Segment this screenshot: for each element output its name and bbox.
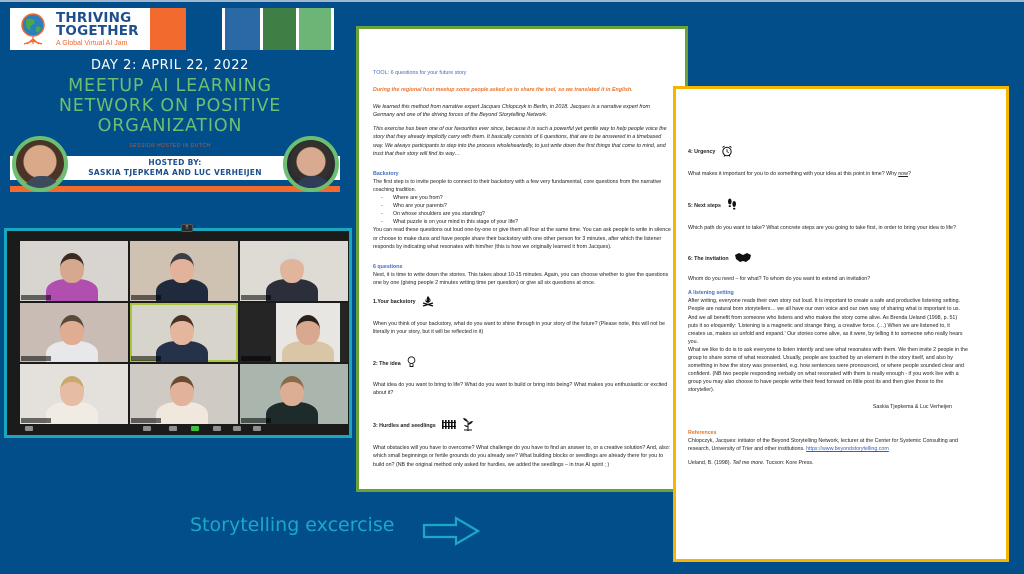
participant-tile[interactable]	[20, 364, 128, 424]
participant-tile[interactable]	[240, 303, 348, 363]
participant-tile[interactable]	[20, 303, 128, 363]
question-2-text: What idea do you want to bring to life? What do you want to build or bring into being? What makes you enthusiastic or excited about it?	[373, 382, 668, 397]
meetup-title-line: MEETUP AI LEARNING	[68, 76, 272, 96]
six-questions-heading: 6 questions	[373, 263, 403, 270]
participant-name-tag	[241, 356, 271, 361]
event-banner	[0, 0, 340, 200]
camera-icon[interactable]	[25, 426, 33, 431]
color-stripes	[222, 8, 338, 50]
list-item: - On whose shoulders are you standing?	[385, 210, 671, 218]
reactions-icon[interactable]	[233, 426, 241, 431]
participants-icon[interactable]	[143, 426, 151, 431]
reference-2: Ueland, B. (1998). Tell me more. Tucson: Kore Press.	[688, 459, 814, 466]
participant-tile[interactable]	[130, 241, 238, 301]
participant-tile[interactable]	[20, 241, 128, 301]
list-item: - What puzzle is on your mind in this stage of your life?	[385, 218, 671, 226]
question-6-text: Whom do you need – for what? To whom do you want to extend an invitation?	[688, 276, 871, 283]
stripe-light-green	[296, 8, 334, 50]
share-screen-icon[interactable]	[191, 426, 199, 431]
participant-face	[60, 315, 84, 345]
seedling-icon	[462, 417, 474, 434]
hosted-by-label: HOSTED BY:	[148, 158, 202, 167]
logo-orange-block	[150, 8, 186, 50]
participant-name-tag	[21, 356, 51, 361]
participant-face	[170, 376, 194, 406]
question-2-heading	[373, 356, 671, 371]
event-day: DAY 2: APRIL 22, 2022	[91, 58, 249, 73]
question-5-heading	[688, 198, 968, 214]
participant-name-tag	[241, 295, 271, 300]
document-page-1	[356, 26, 688, 492]
meetup-title	[0, 76, 340, 136]
reference-1: Chlopczyk, Jacques: initiator of the Beyond Storytelling Network, lecturer at the Center for Systemic Consulting and research, University of Trier and other institutions. https://www.beyondstorytelling.com	[688, 437, 958, 452]
backstory-intro: The first step is to invite people to connect to their backstory with a few very fundamental, core questions from the narrative coaching tradition.	[373, 178, 662, 193]
host-avatar-saskia	[12, 136, 68, 192]
list-item: - Where are you from?	[385, 194, 671, 202]
listening-paragraph-2: What we like to do is to ask everyone to listen intently and see what resonates with them. We then invite 2 people in the group to share some of what resonated. Usually, people are touched by an element in the story itself, and also by something in how the story was presented, e.g. how sentences were pronounced, or where people sounded clear and confident. (NB two people responding verbally on what resonated with them is really enough - if you work live with a group you may also choose to have people write their feed forward on little post its and then give those to the storyteller).	[688, 346, 968, 394]
backstory-heading: Backstory	[373, 170, 399, 177]
host-names: SASKIA TJEPKEMA AND LUC VERHEIJEN	[88, 168, 262, 177]
question-title: 3: Hurdles and seedlings	[373, 422, 436, 429]
session-language-note: SESSION HOSTED IN DUTCH	[129, 143, 211, 149]
backstory-outro: You can read these questions out loud one-by-one or give them all four at the same time. You can ask people to write in silence or choose to make duos and have people share their backstory with one other person for 3 minutes, after which the listener responds by indicating what resonates with him/her (this is how we originally learned it from Jacques).	[373, 227, 671, 250]
question-1-heading	[373, 295, 671, 310]
question-4-text: What makes it important for you to do something with your idea at this point in time? Why now?	[688, 171, 911, 177]
call-toolbar	[7, 423, 349, 435]
thriving-together-logo	[10, 8, 150, 50]
logo-title-line2: TOGETHER	[56, 22, 139, 39]
participant-face	[280, 376, 304, 406]
record-icon[interactable]	[213, 426, 221, 431]
participant-name-tag	[21, 295, 51, 300]
participant-grid	[20, 241, 348, 424]
question-3-heading	[373, 417, 671, 434]
participant-face	[170, 315, 194, 345]
references-heading: References	[688, 429, 717, 436]
question-6-heading	[688, 252, 968, 265]
question-title: 1.Your backstory	[373, 299, 416, 306]
participant-face	[280, 253, 304, 283]
participant-tile[interactable]	[130, 364, 238, 424]
author-signoff: Saskia Tjepkema & Luc Verheijen	[872, 403, 952, 410]
question-title: 2: The idea	[373, 360, 401, 367]
storytelling-caption: Storytelling excercise	[190, 514, 395, 536]
participant-tile[interactable]	[240, 241, 348, 301]
fence-icon	[442, 419, 456, 432]
participant-name-tag	[131, 356, 161, 361]
chat-icon[interactable]	[169, 426, 177, 431]
question-title: 6: The invitation	[688, 255, 729, 262]
intro-note: During the regional host meetup some people asked us to share the tool, so we translated it in English.	[373, 87, 633, 94]
globe-tree-icon	[16, 12, 50, 46]
listening-paragraph-1: After writing, everyone reads their own story out loud. It is important to create a safe and productive listening setting. People are natural born storytellers… we all have our own voice and our own way of sharing what is important to us. And we all benefit from someone who listens and who makes the story come alive. As Brenda Ueland (1998, p. 51) puts it so eloquently: 'Listening is a magnetic and strange thing, a creative force. (…) When we are listened to, it creates us, makes us unfold and expand.' Our stories come alive, as it were, by telling it to someone who really hears you.	[688, 298, 963, 345]
question-3-text: What obstacles will you have to overcome? What challenge do you have to find an answer to, or a creative solution? And, also: which small beginnings or fertile grounds do you already see? What building blocks or seedlings are already there for you to build on? (NB the original method only asked for hurdles, we added the seedlings – in true AI spirit ; )	[373, 445, 671, 468]
orange-divider	[10, 186, 340, 192]
participant-name-tag	[131, 295, 161, 300]
question-5-text: Which path do you want to take? What concrete steps are you going to take first, in order to bring your idea to life?	[688, 225, 956, 232]
lightbulb-icon	[407, 356, 416, 371]
participant-face	[170, 253, 194, 283]
stripe-dark-green	[260, 8, 296, 50]
backstory-questions-list	[385, 194, 671, 226]
question-4-heading	[688, 145, 968, 160]
beyond-storytelling-link[interactable]: https://www.beyondstorytelling.com	[806, 445, 889, 452]
question-title: 5: Next steps	[688, 203, 721, 210]
exercise-description-paragraph: This exercise has been one of our favourites ever since, because it is such a powerful yet gentle way to help people voice the story that they already implicitly carry with them. It basically consists of 6 questions, that are to be answered in a timebased way. We always participants to step into the process wholeheartedly, to just write down the first things that come to mind, and trust that their story will find its way…	[373, 126, 667, 157]
listening-setting-heading: A listening setting	[688, 290, 734, 297]
logo-subtitle: A Global Virtual AI Jam	[56, 39, 128, 47]
question-title: 4: Urgency	[688, 149, 716, 156]
document-page-2	[673, 86, 1009, 562]
campfire-icon	[422, 295, 434, 310]
logo-title-line1: THRIVING	[56, 9, 132, 26]
stripe-blue	[222, 8, 260, 50]
participant-face	[60, 376, 84, 406]
list-item: - Who are your parents?	[385, 202, 671, 210]
footsteps-icon	[727, 198, 737, 214]
participant-face	[60, 253, 84, 283]
handshake-icon	[735, 252, 751, 265]
participant-tile[interactable]	[130, 303, 238, 363]
tool-title: TOOL: 6 questions for your future story	[373, 70, 467, 76]
method-origin-paragraph: We learned this method from narrative expert Jacques Chlopczyk in Berlin, in 2018. Jacques is a narrative expert from Germany and one of the driving forces of the Beyond Storytelling Network.	[373, 104, 650, 119]
participant-face	[296, 315, 320, 345]
participant-tile[interactable]	[240, 364, 348, 424]
meetup-title-line: ORGANIZATION	[97, 116, 243, 136]
right-arrow-icon	[422, 516, 480, 546]
drag-handle-icon[interactable]: ⠿	[181, 224, 193, 232]
video-call-window	[4, 225, 352, 438]
question-1-text: When you think of your backstory, what do you want to shine through in your story of the future? (Please note, this will not be literally in your story, but it will be reflected in it)	[373, 320, 665, 336]
meetup-title-line: NETWORK ON POSITIVE	[58, 96, 282, 116]
more-icon[interactable]	[253, 426, 261, 431]
six-questions-intro: Next, it is time to write down the stories. This takes about 10-15 minutes. Again, you can choose whether to give the questions one by one (giving people 2 minutes writing time per question) or give all six questions at once.	[373, 271, 669, 286]
host-avatar-luc	[283, 136, 339, 192]
alarm-clock-icon	[721, 145, 733, 160]
